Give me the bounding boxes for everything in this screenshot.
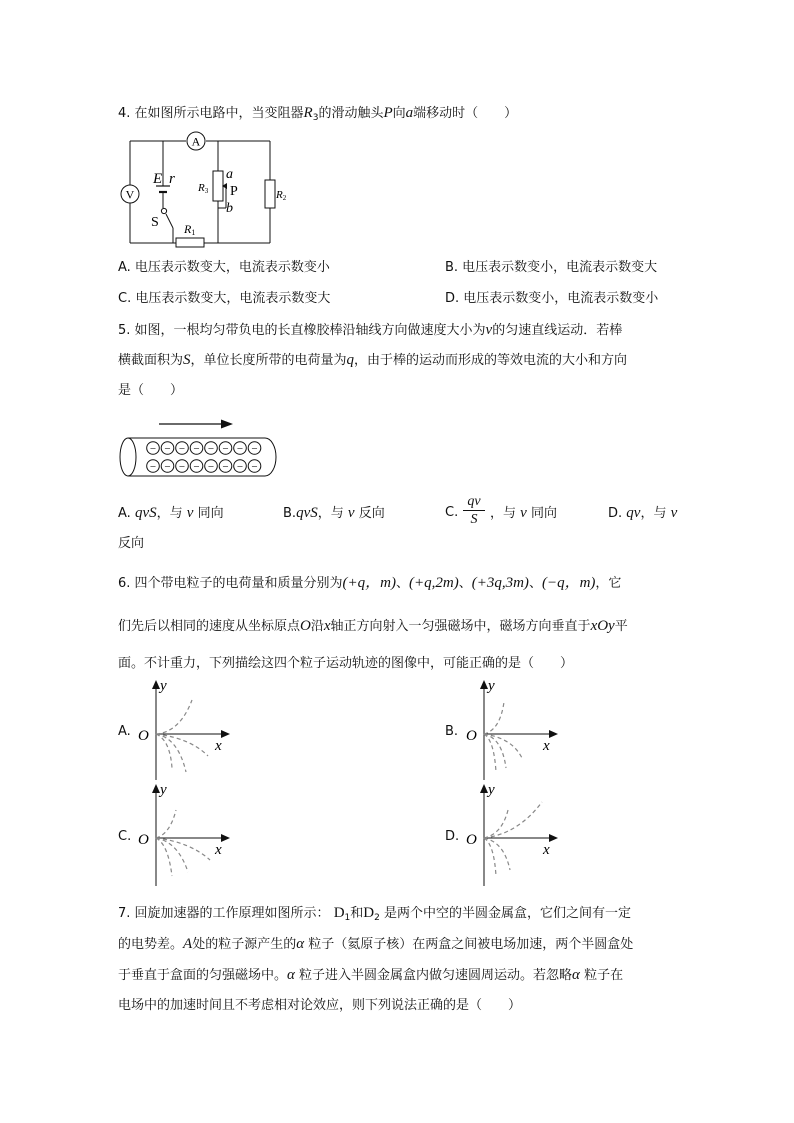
trajectory-3	[156, 838, 188, 872]
voltmeter-label: V	[125, 187, 135, 202]
graph-a-label: A.	[118, 724, 131, 739]
negative-charge-sign: −	[149, 461, 157, 473]
q6-stem-line2: 们先后以相同的速度从坐标原点O沿x轴正方向射入一匀强磁场中，磁场方向垂直于xOy平	[118, 618, 628, 634]
svg-text:x: x	[215, 738, 222, 754]
internal-r-label: r	[169, 171, 175, 187]
q7-stem-line1: 7. 回旋加速器的工作原理如图所示： $D_1$和$D_2$ 是两个中空的半圆金属盒，它们之间有一定	[118, 905, 632, 923]
graph-d-label: D.	[445, 829, 460, 844]
negative-charge-sign: −	[207, 461, 215, 473]
q6-stem-line3: 面。不计重力，下列描绘这四个粒子运动轨迹的图像中，可能正确的是（ ）	[118, 656, 574, 671]
q5-option-d-continued: 反向	[118, 536, 145, 551]
negative-charge-sign: −	[222, 461, 229, 473]
trajectory-2	[484, 810, 508, 838]
q7-stem-line3: 于垂直于盒面的匀强磁场中。α 粒子进入半圆金属盒内做匀速圆周运动。若忽略α 粒子在	[118, 967, 624, 983]
trajectory-3	[156, 734, 186, 772]
svg-text:x: x	[543, 842, 550, 858]
switch-icon	[161, 208, 166, 213]
svg-text:x: x	[215, 842, 222, 858]
q5-option-c-tail: ，与 v 同向	[490, 505, 557, 521]
q4-option-c: C. 电压表示数变大，电流表示数变大	[118, 291, 331, 306]
q4-option-d: D. 电压表示数变小，电流表示数变小	[445, 291, 659, 306]
r3-label: R3	[198, 182, 209, 195]
velocity-arrow-icon	[221, 420, 233, 429]
circuit-diagram	[118, 128, 288, 253]
q7-stem-line2: 的电势差。A处的粒子源产生的α 粒子（氦原子核）在两盒之间被电场加速，两个半圆盒处	[118, 936, 634, 952]
negative-charge-sign: −	[236, 443, 244, 455]
trajectory-4	[156, 734, 172, 768]
graph-a	[130, 676, 240, 786]
r2-label: R2	[276, 189, 287, 202]
svg-text:O: O	[138, 728, 149, 744]
trajectory-1	[156, 810, 176, 838]
negative-charge-sign: −	[222, 443, 229, 455]
svg-text:y: y	[160, 678, 167, 694]
svg-text:O: O	[138, 832, 149, 848]
negative-charge-sign: −	[149, 443, 157, 455]
negative-charge-sign: −	[251, 443, 258, 455]
negative-charge-sign: −	[251, 461, 258, 473]
q5-stem-line2: 横截面积为S，单位长度所带的电荷量为q，由于棒的运动而形成的等效电流的大小和方向	[118, 352, 628, 368]
trajectory-4	[484, 734, 496, 772]
trajectory-2	[156, 734, 208, 756]
graph-b-label: B.	[445, 724, 459, 739]
svg-text:O: O	[466, 832, 477, 848]
svg-text:y: y	[488, 678, 495, 694]
r3-rheostat	[213, 171, 223, 201]
negative-charge-sign: −	[193, 461, 200, 473]
q5-stem-line1: 5. 如图，一根均匀带负电的长直橡胶棒沿轴线方向做速度大小为v的匀速直线运动．若棒	[118, 322, 623, 338]
trajectory-4	[484, 838, 496, 876]
q7-stem-line4: 电场中的加速时间且不考虑相对论效应，则下列说法正确的是（ ）	[118, 998, 522, 1013]
graph-d	[458, 780, 568, 890]
r3-end-a: a	[226, 167, 233, 182]
negative-charge-sign: −	[236, 461, 244, 473]
trajectory-1	[484, 702, 504, 734]
trajectory-3	[484, 734, 506, 768]
q5-option-b: B.qvS，与 v 反向	[283, 505, 385, 521]
q5-option-a: A. qvS，与 v 同向	[118, 505, 224, 521]
svg-text:x: x	[543, 738, 550, 754]
svg-text:y: y	[160, 782, 167, 798]
r1-resistor	[176, 238, 204, 247]
trajectory-1	[156, 700, 192, 734]
trajectory-3	[484, 838, 510, 870]
negative-charge-sign: −	[164, 443, 171, 455]
charged-rod-figure	[115, 414, 285, 486]
q5-option-c-fraction: qv S	[463, 494, 485, 529]
graph-b	[458, 676, 568, 786]
rod-charges	[147, 442, 261, 473]
q4-stem: 4. 在如图所示电路中，当变阻器$R_3$的滑动触头P向a端移动时（ ）	[118, 105, 518, 123]
rod-end-cap	[120, 438, 136, 476]
negative-charge-sign: −	[164, 461, 171, 473]
graph-c-label: C.	[118, 829, 132, 844]
q4-option-a: A. 电压表示数变大，电流表示数变小	[118, 260, 330, 275]
q6-stem-line1: 6. 四个带电粒子的电荷量和质量分别为(+q，m)、(+q,2m)、(+3q,3m)、(−q，m)，它	[118, 575, 622, 591]
svg-text:O: O	[466, 728, 477, 744]
q5-option-c: C.	[445, 505, 459, 520]
negative-charge-sign: −	[178, 461, 186, 473]
trajectory-1	[484, 802, 542, 838]
graph-c	[130, 780, 240, 890]
q5-stem-line3: 是（ ）	[118, 383, 184, 398]
negative-charge-sign: −	[207, 443, 215, 455]
ammeter-label: A	[191, 134, 201, 149]
r2-resistor	[265, 180, 275, 208]
q5-option-d: D. qv，与 v	[608, 505, 678, 521]
q4-option-b: B. 电压表示数变小，电流表示数变大	[445, 260, 658, 275]
r1-label: R1	[184, 222, 196, 237]
slider-label: P	[230, 184, 238, 199]
negative-charge-sign: −	[193, 443, 200, 455]
r3-end-b: b	[226, 201, 233, 216]
switch-label: S	[151, 215, 159, 230]
trajectory-2	[156, 838, 210, 860]
emf-label: E	[153, 171, 163, 187]
negative-charge-sign: −	[178, 443, 186, 455]
svg-text:y: y	[488, 782, 495, 798]
